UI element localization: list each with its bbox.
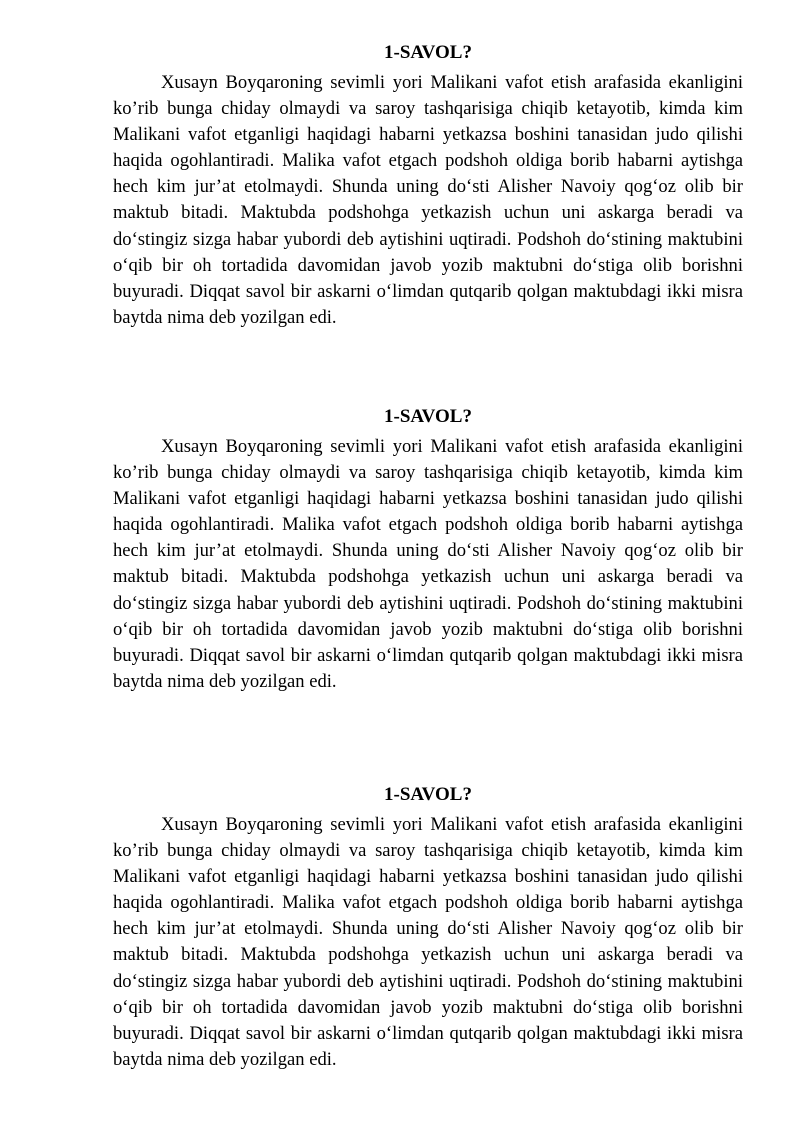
question-section-3 <box>113 782 743 1073</box>
question-section-2 <box>113 404 743 695</box>
question-heading: 1-SAVOL? <box>384 784 472 805</box>
question-body: Xusayn Boyqaroning sevimli yori Malikani vafot etish arafasida ekanligini ko’rib bunga chiday olmaydi va saroy tashqarisiga chiqib ketayotib, kimda kim Malikani vafot etganligi haqidagi habarni yetkazsa boshini tanasidan judo qilishi haqida ogohlantiradi. Malika vafot etgach podshoh oldiga borib habarni aytishga hech kim jur’at etolmaydi. Shunda uning do‘sti Alisher Navoiy qog‘oz olib bir maktub bitadi. Maktubda podshohga yetkazish uchun uni askarga beradi va do‘stingiz sizga habar yubordi deb aytishini uqtiradi. Podshoh do‘stining maktubini o‘qib bir oh tortadida davomidan javob yozib maktubni do‘stiga olib borishni buyuradi. Diqqat savol bir askarni o‘limdan qutqarib qolgan maktubdagi ikki misra baytda nima deb yozilgan edi. <box>113 814 743 1070</box>
question-heading: 1-SAVOL? <box>384 406 472 427</box>
question-section-1 <box>113 40 743 331</box>
question-body: Xusayn Boyqaroning sevimli yori Malikani vafot etish arafasida ekanligini ko’rib bunga chiday olmaydi va saroy tashqarisiga chiqib ketayotib, kimda kim Malikani vafot etganligi haqidagi habarni yetkazsa boshini tanasidan judo qilishi haqida ogohlantiradi. Malika vafot etgach podshoh oldiga borib habarni aytishga hech kim jur’at etolmaydi. Shunda uning do‘sti Alisher Navoiy qog‘oz olib bir maktub bitadi. Maktubda podshohga yetkazish uchun uni askarga beradi va do‘stingiz sizga habar yubordi deb aytishini uqtiradi. Podshoh do‘stining maktubini o‘qib bir oh tortadida davomidan javob yozib maktubni do‘stiga olib borishni buyuradi. Diqqat savol bir askarni o‘limdan qutqarib qolgan maktubdagi ikki misra baytda nima deb yozilgan edi. <box>113 436 743 692</box>
question-body: Xusayn Boyqaroning sevimli yori Malikani vafot etish arafasida ekanligini ko’rib bunga chiday olmaydi va saroy tashqarisiga chiqib ketayotib, kimda kim Malikani vafot etganligi haqidagi habarni yetkazsa boshini tanasidan judo qilishi haqida ogohlantiradi. Malika vafot etgach podshoh oldiga borib habarni aytishga hech kim jur’at etolmaydi. Shunda uning do‘sti Alisher Navoiy qog‘oz olib bir maktub bitadi. Maktubda podshohga yetkazish uchun uni askarga beradi va do‘stingiz sizga habar yubordi deb aytishini uqtiradi. Podshoh do‘stining maktubini o‘qib bir oh tortadida davomidan javob yozib maktubni do‘stiga olib borishni buyuradi. Diqqat savol bir askarni o‘limdan qutqarib qolgan maktubdagi ikki misra baytda nima deb yozilgan edi. <box>113 72 743 328</box>
question-heading: 1-SAVOL? <box>384 42 472 63</box>
